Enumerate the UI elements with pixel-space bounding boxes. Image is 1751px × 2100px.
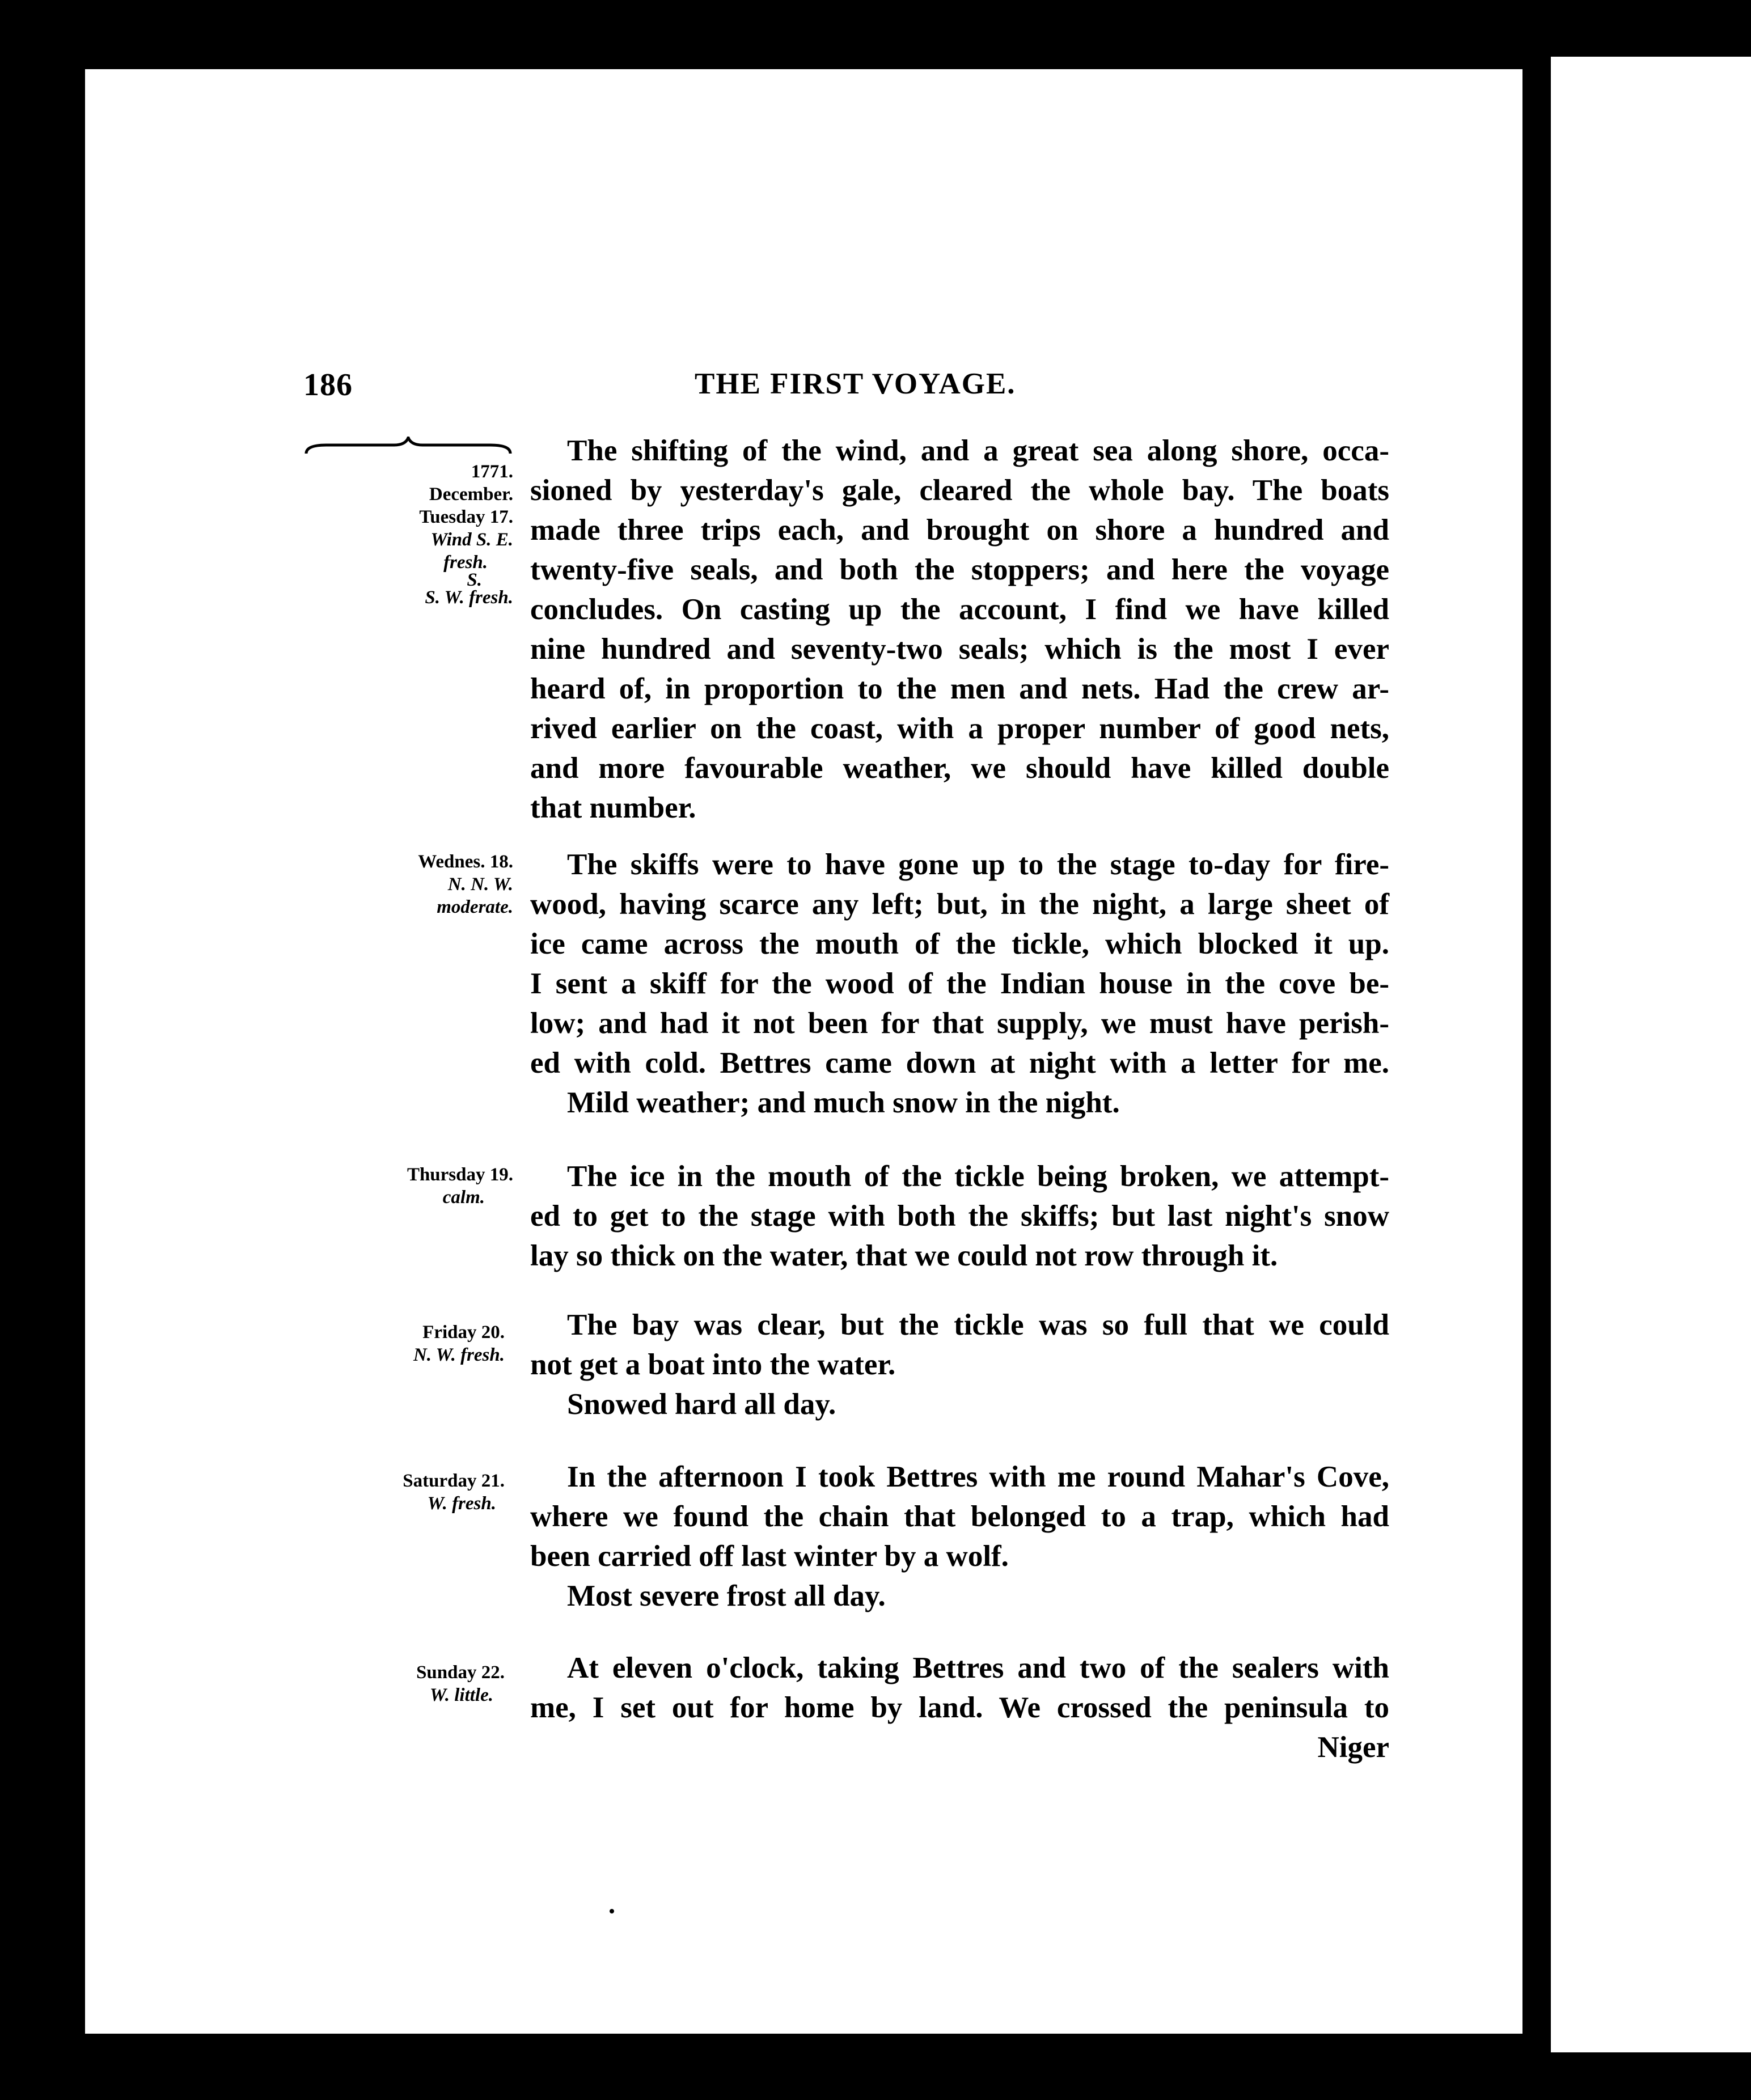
margin-year: 1771. xyxy=(471,462,513,482)
margin-wind: S. xyxy=(467,570,482,590)
facing-page-edge xyxy=(1551,57,1751,2052)
text-line: Most severe frost all day. xyxy=(567,1580,886,1612)
paragraph xyxy=(530,1457,1389,1616)
margin-wind: N. W. fresh. xyxy=(413,1345,505,1365)
text-line: The ice in the mouth of the tickle being broken, we attempt- xyxy=(567,1160,1389,1193)
text-line: ed with cold. Bettres came down at night with a letter for me. xyxy=(530,1047,1389,1079)
text-line: At eleven o'clock, taking Bettres and two of the sealers with xyxy=(567,1652,1389,1684)
margin-wind: S. W. fresh. xyxy=(425,587,513,608)
paragraph xyxy=(530,845,1389,1123)
page-number: 186 xyxy=(303,367,353,403)
text-line: lay so thick on the water, that we could not row through it. xyxy=(530,1239,1278,1272)
margin-wind: fresh. xyxy=(443,552,488,573)
margin-note-dec-17 xyxy=(303,460,513,609)
book-page xyxy=(85,69,1522,2034)
margin-month: December. xyxy=(429,484,513,505)
catchword: Niger xyxy=(1317,1731,1389,1764)
text-line: not get a boat into the water. xyxy=(530,1348,896,1381)
paragraph xyxy=(530,1157,1389,1276)
margin-date: Saturday 21. xyxy=(403,1471,505,1491)
margin-wind: W. fresh. xyxy=(427,1493,496,1514)
text-line: Snowed hard all day. xyxy=(567,1388,836,1421)
text-line: been carried off last winter by a wolf. xyxy=(530,1540,1009,1573)
margin-date: Sunday 22. xyxy=(416,1662,505,1683)
text-line: and more favourable weather, we should have killed double xyxy=(530,752,1389,785)
ink-speck xyxy=(28,1287,33,1292)
margin-wind: W. little. xyxy=(429,1685,493,1705)
text-line: The bay was clear, but the tickle was so full that we could xyxy=(567,1309,1389,1341)
margin-note-dec-19 xyxy=(303,1163,513,1209)
margin-date: Tuesday 17. xyxy=(419,507,513,527)
text-line: In the afternoon I took Bettres with me round Mahar's Cove, xyxy=(567,1460,1389,1493)
text-line: low; and had it not been for that supply, we must have perish- xyxy=(530,1007,1389,1040)
text-line: me, I set out for home by land. We crossed the peninsula to xyxy=(530,1691,1389,1724)
text-line: Mild weather; and much snow in the night. xyxy=(567,1086,1120,1119)
paragraph xyxy=(530,1305,1389,1424)
margin-note-dec-22 xyxy=(303,1661,513,1707)
text-line: The skiffs were to have gone up to the stage to-day for fire- xyxy=(567,848,1389,881)
margin-note-dec-20 xyxy=(303,1321,513,1366)
margin-wind: moderate. xyxy=(437,897,513,917)
text-line: ice came across the mouth of the tickle, which blocked it up. xyxy=(530,928,1389,960)
ink-speck xyxy=(610,1909,614,1913)
text-line: nine hundred and seventy-two seals; which is the most I ever xyxy=(530,633,1389,666)
paragraph xyxy=(530,431,1389,828)
text-line: where we found the chain that belonged to a trap, which had xyxy=(530,1500,1389,1533)
margin-wind: calm. xyxy=(442,1187,485,1208)
text-line: made three trips each, and brought on shore a hundred and xyxy=(530,514,1389,547)
text-line: wood, having scarce any left; but, in the night, a large sheet of xyxy=(530,888,1389,921)
text-line: The shifting of the wind, and a great sea along shore, occa- xyxy=(567,434,1389,467)
text-line: ed to get to the stage with both the skiffs; but last night's snow xyxy=(530,1200,1389,1233)
text-line: twenty-five seals, and both the stoppers; and here the voyage xyxy=(530,553,1389,586)
margin-date: Thursday 19. xyxy=(407,1165,513,1185)
margin-date: Wednes. 18. xyxy=(418,852,513,872)
text-line: heard of, in proportion to the men and nets. Had the crew ar- xyxy=(530,672,1389,705)
text-line: that number. xyxy=(530,791,696,824)
margin-date: Friday 20. xyxy=(422,1322,505,1343)
text-line: I sent a skiff for the wood of the Indian house in the cove be- xyxy=(530,967,1389,1000)
margin-wind: Wind S. E. xyxy=(430,530,513,550)
text-line: concludes. On casting up the account, I find we have killed xyxy=(530,593,1389,626)
margin-note-dec-18 xyxy=(303,850,513,918)
margin-brace xyxy=(303,437,513,459)
margin-wind: N. N. W. xyxy=(447,874,513,895)
margin-note-dec-21 xyxy=(303,1470,513,1515)
text-line: sioned by yesterday's gale, cleared the whole bay. The boats xyxy=(530,474,1389,507)
text-line: rived earlier on the coast, with a proper number of good nets, xyxy=(530,712,1389,745)
paragraph xyxy=(530,1648,1389,1767)
running-title: THE FIRST VOYAGE. xyxy=(695,367,1016,400)
